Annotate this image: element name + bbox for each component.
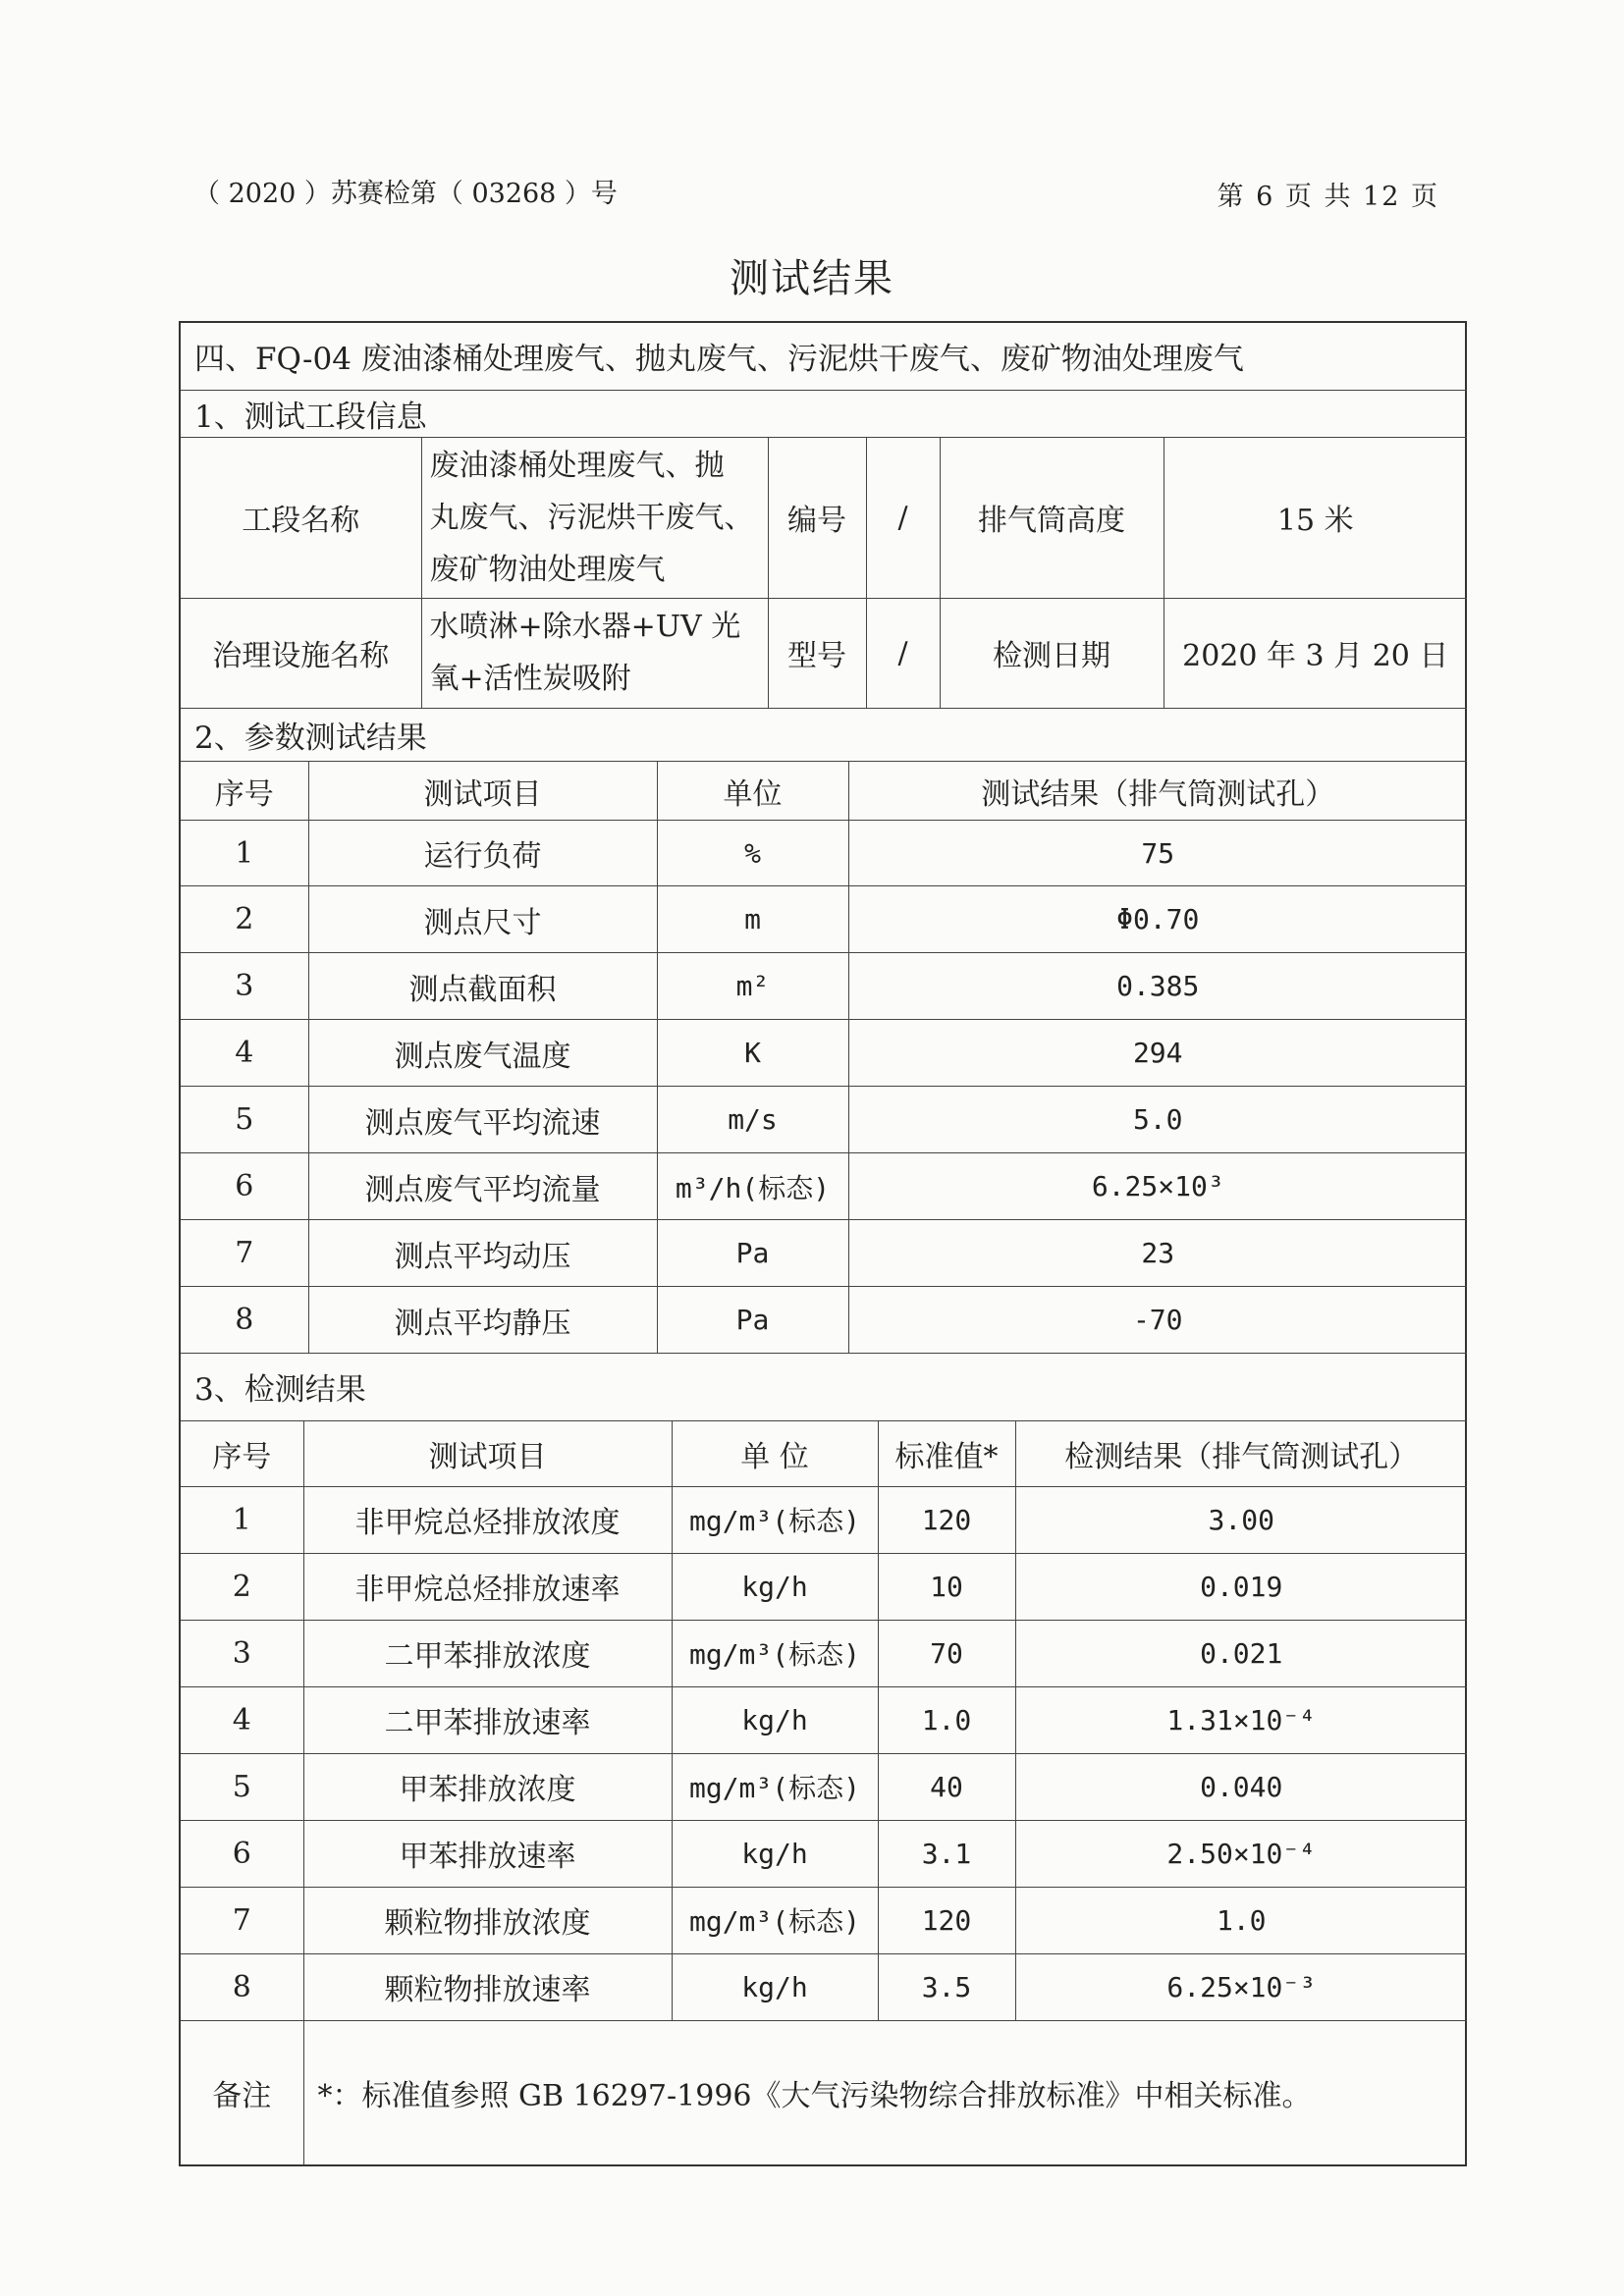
row-no: 6 [181,1153,308,1220]
row-no: 5 [181,1087,308,1153]
row-std: 120 [878,1887,1015,1953]
row-std: 1.0 [878,1686,1015,1753]
row-unit: mg/m³(标态) [672,1486,878,1553]
section-name-line: 废油漆桶处理废气、抛 [429,448,725,483]
row-result: 0.019 [1015,1553,1467,1620]
row-no: 7 [181,1220,308,1287]
row-no: 5 [181,1753,303,1820]
row-unit: m/s [657,1087,848,1153]
label-stack-height: 排气筒高度 [940,437,1164,598]
label-model: 型号 [768,598,866,708]
row-no: 3 [181,953,308,1020]
row-item: 测点平均静压 [308,1287,657,1354]
test-date-value: 2020 年 3 月 20 日 [1164,598,1467,708]
row-result: 5.0 [848,1087,1467,1153]
section-name-line: 废矿物油处理废气 [429,552,666,587]
row-item: 二甲苯排放浓度 [303,1620,672,1686]
stack-height-value: 15 米 [1164,437,1467,598]
section1-table [181,323,1467,761]
row-item: 测点废气温度 [308,1020,657,1087]
row-no: 1 [181,821,308,886]
row-std: 3.1 [878,1820,1015,1887]
row-unit: kg/h [672,1553,878,1620]
remark-table [181,2020,1467,2164]
table-row [181,1287,1467,1354]
row-item: 测点截面积 [308,953,657,1020]
info-row-1 [181,437,1467,598]
row-result: 6.25×10⁻³ [1015,1953,1467,2020]
table-row [181,1953,1467,2020]
row-unit: mg/m³(标态) [672,1753,878,1820]
section3-table [181,1420,1467,2021]
remark-row [181,2021,1467,2165]
row-result: 2.50×10⁻⁴ [1015,1820,1467,1887]
table-row [181,1686,1467,1753]
table-row [181,1753,1467,1820]
col-header: 序号 [181,762,308,821]
row-item: 二甲苯排放速率 [303,1686,672,1753]
label-section-name: 工段名称 [181,437,421,598]
row-no: 2 [181,886,308,953]
row-result: 0.040 [1015,1753,1467,1820]
row-no: 7 [181,1887,303,1953]
table-row [181,1620,1467,1686]
row-item: 测点尺寸 [308,886,657,953]
row-result: 1.31×10⁻⁴ [1015,1686,1467,1753]
col-header: 序号 [181,1420,303,1486]
row-std: 70 [878,1620,1015,1686]
table-row [181,1820,1467,1887]
row-unit: % [657,821,848,886]
col-header: 测试项目 [308,762,657,821]
row-result: 6.25×10³ [848,1153,1467,1220]
row-std: 120 [878,1486,1015,1553]
facility-value [421,598,768,708]
table-row [181,821,1467,886]
facility-line: 水喷淋+除水器+UV 光 [429,610,741,644]
row-result: 1.0 [1015,1887,1467,1953]
row-no: 1 [181,1486,303,1553]
table-row [181,1087,1467,1153]
row-std: 3.5 [878,1953,1015,2020]
row-unit: kg/h [672,1820,878,1887]
row-item: 甲苯排放速率 [303,1820,672,1887]
row-result: -70 [848,1287,1467,1354]
result-form [179,321,1467,2166]
remark-label: 备注 [181,2021,303,2165]
section2-table [181,761,1467,1420]
col-header: 检测结果（排气筒测试孔） [1015,1420,1467,1486]
row-unit: kg/h [672,1686,878,1753]
section-name-value [421,437,768,598]
row-item: 测点废气平均流量 [308,1153,657,1220]
label-code: 编号 [768,437,866,598]
row-unit: kg/h [672,1953,878,2020]
label-test-date: 检测日期 [940,598,1164,708]
section-name-line: 丸废气、污泥烘干废气、 [429,500,754,535]
row-unit: m³/h(标态) [657,1153,848,1220]
remark-text: *：标准值参照 GB 16297-1996《大气污染物综合排放标准》中相关标准。 [303,2021,1467,2165]
row-no: 8 [181,1287,308,1354]
col-header: 标准值* [878,1420,1015,1486]
info-row-2 [181,598,1467,708]
row-no: 8 [181,1953,303,2020]
row-result: 0.021 [1015,1620,1467,1686]
report-number: （ 2020 ）苏赛检第（ 03268 ）号 [193,179,618,209]
section-main-heading: 四、FQ-04 废油漆桶处理废气、抛丸废气、污泥烘干废气、废矿物油处理废气 [181,323,1467,390]
table-row [181,1887,1467,1953]
row-unit: Pa [657,1220,848,1287]
row-no: 4 [181,1020,308,1087]
col-header: 单 位 [672,1420,878,1486]
section2-heading: 2、参数测试结果 [181,708,1467,761]
model-value: / [866,598,940,708]
table-row [181,1220,1467,1287]
row-unit: mg/m³(标态) [672,1620,878,1686]
row-result: 3.00 [1015,1486,1467,1553]
row-std: 40 [878,1753,1015,1820]
page-indicator: 第 6 页 共 12 页 [1217,182,1439,212]
row-unit: Pa [657,1287,848,1354]
row-item: 测点废气平均流速 [308,1087,657,1153]
section2-header-row [181,762,1467,821]
row-item: 测点平均动压 [308,1220,657,1287]
table-row [181,1553,1467,1620]
row-no: 3 [181,1620,303,1686]
row-result: 23 [848,1220,1467,1287]
row-item: 非甲烷总烃排放浓度 [303,1486,672,1553]
row-item: 颗粒物排放浓度 [303,1887,672,1953]
row-item: 甲苯排放浓度 [303,1753,672,1820]
code-value: / [866,437,940,598]
row-std: 10 [878,1553,1015,1620]
col-header: 单位 [657,762,848,821]
row-item: 颗粒物排放速率 [303,1953,672,2020]
table-row [181,886,1467,953]
table-row [181,1020,1467,1087]
section3-header-row [181,1420,1467,1486]
row-no: 6 [181,1820,303,1887]
row-item: 运行负荷 [308,821,657,886]
row-result: 294 [848,1020,1467,1087]
row-result: 0.385 [848,953,1467,1020]
row-no: 2 [181,1553,303,1620]
row-unit: m [657,886,848,953]
facility-line: 氧+活性炭吸附 [429,662,631,696]
section1-heading: 1、测试工段信息 [181,390,1467,437]
label-facility: 治理设施名称 [181,598,421,708]
row-result: 75 [848,821,1467,886]
table-row [181,1486,1467,1553]
section3-heading: 3、检测结果 [181,1354,1467,1420]
row-item: 非甲烷总烃排放速率 [303,1553,672,1620]
table-row [181,1153,1467,1220]
row-unit: mg/m³(标态) [672,1887,878,1953]
col-header: 测试项目 [303,1420,672,1486]
document-title: 测试结果 [730,256,894,301]
table-row [181,953,1467,1020]
row-result: Φ0.70 [848,886,1467,953]
row-no: 4 [181,1686,303,1753]
row-unit: K [657,1020,848,1087]
row-unit: m² [657,953,848,1020]
col-header: 测试结果（排气筒测试孔） [848,762,1467,821]
